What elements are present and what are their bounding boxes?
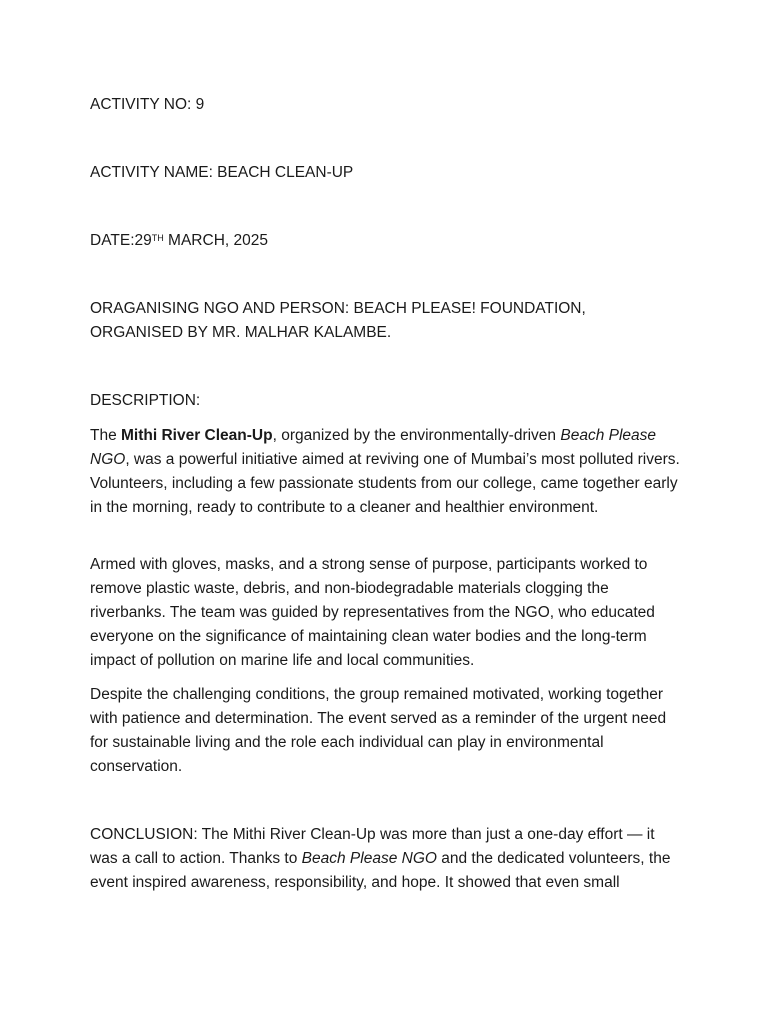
activity-date [90,229,680,253]
date-rest: MARCH, 2025 [163,232,268,249]
p1-tail: , was a powerful initiative aimed at reviving one of Mumbai’s most polluted rivers. Volunteers, including a few passionate students from our college, came together early in the morning, ready to contribute to a cleaner and healthier environment. [90,451,680,516]
p1-mid: , organized by the environmentally-driven [272,427,561,444]
description-paragraph-2: Armed with gloves, masks, and a strong sense of purpose, participants worked to remove plastic waste, debris, and non-biodegradable materials clogging the riverbanks. The team was guided by representatives from the NGO, who educated everyone on the significance of maintaining clean water bodies and the long-term impact of pollution on marine life and local communities. [90,556,655,669]
conclusion-italic-ngo: Beach Please NGO [301,850,437,867]
date-label: DATE:29 [90,232,152,249]
p1-bold-title: Mithi River Clean-Up [121,427,273,444]
conclusion-paragraph [90,823,680,895]
date-superscript: TH [151,233,164,243]
activity-number: ACTIVITY NO: 9 [90,96,205,113]
p1-italic-ngo: Beach Please NGO [90,427,657,468]
description-paragraph-1 [90,424,680,520]
conclusion-lead: CONCLUSION: The Mithi River Clean-Up was more than just a one-day effort — it was a call to action. Thanks to [90,826,655,867]
conclusion-tail: and the dedicated volunteers, the event inspired awareness, responsibility, and hope. It showed that even small [90,850,671,891]
p1-lead: The [90,427,122,444]
description-label: DESCRIPTION: [90,392,201,409]
activity-name: ACTIVITY NAME: BEACH CLEAN-UP [90,164,354,181]
organiser-info: ORAGANISING NGO AND PERSON: BEACH PLEASE! FOUNDATION, ORGANISED BY MR. MALHAR KALAMBE. [90,300,586,341]
description-paragraph-3: Despite the challenging conditions, the group remained motivated, working together with patience and determination. The event served as a reminder of the urgent need for sustainable living and the role each individual can play in environmental conservation. [90,686,667,775]
